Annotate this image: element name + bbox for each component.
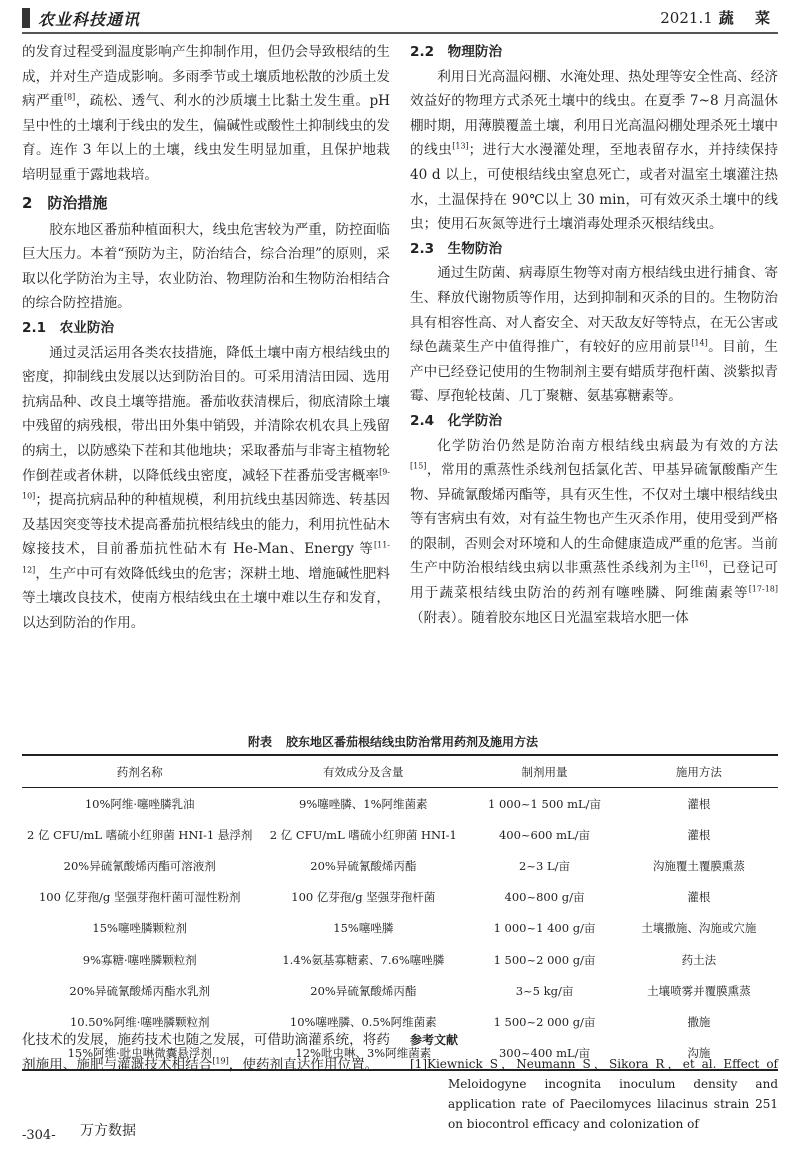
section-2-3-heading: 2.3 生物防治 xyxy=(410,240,503,257)
table-cell: 10%噻唑膦、0.5%阿维菌素 xyxy=(289,1014,437,1029)
table-cell: 20%异硫氰酸烯丙酯 xyxy=(310,858,417,873)
references-heading: 参考文献 xyxy=(410,1033,459,1047)
section-2-2-heading: 2.2 物理防治 xyxy=(410,44,503,60)
table-header-cell: 药剂名称 xyxy=(22,755,257,788)
table-cell: 撒施 xyxy=(687,1014,711,1029)
right-column xyxy=(410,40,778,630)
table-cell: 沟施覆土覆膜熏蒸 xyxy=(652,858,745,873)
table-cell: 9%噻唑膦、1%阿维菌素 xyxy=(299,796,428,811)
table-header-cell: 施用方法 xyxy=(620,755,778,788)
table-row xyxy=(22,788,778,820)
table-cell: 300~400 mL/亩 xyxy=(469,1038,620,1070)
section-2-3-paragraph: 通过生防菌、病毒原生物等对南方根结线虫进行捕食、寄生、释放代谢物质等作用，达到抑制和灭杀的目的。生物防治具有相容性高、对人畜安全、对天敌友好等特点，在无公害或绿色蔬菜生产中值得推广，有较好的应用前景[14]。目前，生产中已经登记使用的生物制剂主要有蜡质芽孢杆菌、淡紫拟青霉、厚孢轮枝菌、几丁聚糖、氨基寡糖素等。 xyxy=(410,265,779,405)
table-header-cell: 有效成分及含量 xyxy=(257,755,469,788)
table-cell: 400~600 mL/亩 xyxy=(498,827,591,842)
left-column xyxy=(22,40,390,636)
table-cell: 12%吡虫啉、3%阿维菌素 xyxy=(257,1038,469,1070)
header-bar xyxy=(22,8,30,28)
bottom-left-paragraph: 化技术的发展，施药技术也随之发展，可借助滴灌系统，将药剂施用、施肥与灌溉技术相结合[19]，使药剂直达作用位置。 xyxy=(22,1032,390,1073)
table-cell: 20%异硫氰酸烯丙酯水乳剂 xyxy=(69,983,210,998)
table-row xyxy=(22,882,778,913)
table-cell: 15%噻唑膦 xyxy=(333,921,394,936)
table-cell: 1.4%氨基寡糖素、7.6%噻唑膦 xyxy=(282,952,445,967)
watermark-text: 万方数据 xyxy=(80,1123,136,1139)
table-cell: 灌根 xyxy=(687,827,711,842)
section-2-paragraph: 胶东地区番茄种植面积大，线虫危害较为严重，防控面临巨大压力。本着“预防为主，防治结合，综合治理”的原则，采取以化学防治为主导，农业防治、物理防治和生物防治相结合的综合防控措施。 xyxy=(22,221,390,312)
table-row xyxy=(22,819,778,850)
references-section xyxy=(410,1030,778,1134)
table-cell: 土壤喷雾并覆膜熏蒸 xyxy=(647,983,751,998)
section-2-heading: 2 防治措施 xyxy=(22,193,108,212)
table-cell: 10%阿维·噻唑膦乳油 xyxy=(84,796,195,811)
table-cell: 1 000~1 400 g/亩 xyxy=(493,921,596,936)
table-cell: 3~5 kg/亩 xyxy=(515,983,574,998)
section-2-4-paragraph: 化学防治仍然是防治南方根结线虫病最为有效的方法[15]，常用的熏蒸性杀线剂包括氯化苦、甲基异硫氰酸酯产生物、异硫氰酸烯丙酯等，具有灭生性，不仅对土壤中根结线虫等有害病虫有效，对有益生物也产生灭杀作用，使用受到严格的限制，否则会对环境和人的生命健康造成严重的危害。当前生产中防治根结线虫病以非熏蒸性杀线剂为主[16]，已登记可用于蔬菜根结线虫防治的药剂有噻唑膦、阿维菌素等[17-18]（附表）。随着胶东地区日光温室栽培水肥一体 xyxy=(410,437,779,626)
table-cell: 15%噻唑膦颗粒剂 xyxy=(92,921,187,936)
journal-logo: 农业科技通讯 xyxy=(38,10,141,29)
section-2-4-heading: 2.4 化学防治 xyxy=(410,412,503,429)
table-cell: 100 亿芽孢/g 坚强芽孢杆菌 xyxy=(291,890,436,905)
table-caption-text: 胶东地区番茄根结线虫防治常用药剂及施用方法 xyxy=(286,735,539,749)
table-header-cell: 制剂用量 xyxy=(469,755,620,788)
table-cell: 1 500~2 000 g/亩 xyxy=(493,1014,596,1029)
table-header-row xyxy=(22,755,778,788)
table-caption xyxy=(0,733,800,750)
table-cell: 400~800 g/亩 xyxy=(504,890,585,905)
table-cell: 100 亿芽孢/g 坚强芽孢杆菌可湿性粉剂 xyxy=(38,890,241,905)
issue-section xyxy=(660,7,778,28)
table-cell: 土壤撒施、沟施或穴施 xyxy=(641,921,757,936)
table-row xyxy=(22,850,778,881)
page-number: -304- xyxy=(22,1128,56,1143)
section-name: 蔬 菜 xyxy=(718,9,778,27)
section-2-2-paragraph: 利用日光高温闷棚、水淹处理、热处理等安全性高、经济效益好的物理方式杀死土壤中的线虫。在夏季 7~8 月高温休棚时期，用薄膜覆盖土壤，利用日光高温闷棚处理杀死土壤中的线虫[13]；进行大水漫灌处理，至地表留存水，并持续保持 40 d 以上，可使根结线虫窒息死亡，或者对温室土壤灌注热水，土温保持在 90℃以上 30 min，可有效灭杀土壤中的线虫；使用石灰氮等进行土壤消毒处理杀灭根结线虫。 xyxy=(410,68,779,233)
table-cell: 1 000~1 500 mL/亩 xyxy=(487,796,602,811)
header-rule xyxy=(22,32,778,34)
table-cell: 20%异硫氰酸烯丙酯 xyxy=(310,983,417,998)
table-cell: 药土法 xyxy=(681,952,717,967)
table-row xyxy=(22,975,778,1006)
reference-item: [1]Kiewnick S，Neumann S，Sikora R，et al. Effect of Meloidogyne incognita inoculum density and application rate of Paecilomyces lilacinus strain 251 on biocontrol efficacy and colonization of xyxy=(410,1057,778,1131)
table-cell: 沟施 xyxy=(620,1038,778,1070)
table-row xyxy=(22,944,778,975)
table-row xyxy=(22,913,778,944)
pesticide-table xyxy=(22,754,778,1071)
table-cell: 1 500~2 000 g/亩 xyxy=(493,952,596,967)
table-cell: 灌根 xyxy=(687,890,711,905)
section-2-1-paragraph: 通过灵活运用各类农技措施，降低土壤中南方根结线虫的密度，抑制线虫发展以达到防治目的。可采用清洁田园、选用抗病品种、改良土壤等措施。番茄收获清棵后，彻底清除土壤中残留的病残根，带出田外集中销毁，并清除农机农具上残留的病土，以防感染下茬和其他地块；采取番茄与非寄主植物轮作倒茬或者休耕，以降低线虫密度，减轻下茬番茄受害概率[9-10]；提高抗病品种的种植规模，利用抗线虫基因筛选、转基因及基因突变等技术提高番茄抗根结线虫的能力，利用抗性砧木嫁接技术，目前番茄抗性砧木有 He-Man、Energy 等[11-12]，生产中可有效降低线虫的危害；深耕土地、增施碱性肥料等土壤改良技术，使南方根结线虫在土壤中难以生存和发育，以达到防治的作用。 xyxy=(22,344,390,632)
table-cell: 2 亿 CFU/mL 嗜硫小红卵菌 HNI-1 悬浮剂 xyxy=(27,827,253,842)
issue-number: 2021.1 xyxy=(660,9,713,27)
table-caption-label: 附表 xyxy=(247,735,272,749)
intro-paragraph: 的发育过程受到温度影响产生抑制作用，但仍会导致根结的生成，并对生产造成影响。多雨季节或土壤质地松散的沙质土发病严重[8]，疏松、透气、利水的沙质壤土比黏土发生重。pH 呈中性的土壤利于线虫的发生，偏碱性或酸性土抑制线虫的发育。连作 3 年以上的土壤，线虫发生明显加重，且保护地栽培明显重于露地栽培。 xyxy=(22,44,390,183)
table-cell: 15%阿维·吡虫啉微囊悬浮剂 xyxy=(22,1038,257,1070)
table-cell: 灌根 xyxy=(687,796,711,811)
table-cell: 10.50%阿维·噻唑膦颗粒剂 xyxy=(69,1014,210,1029)
table-cell: 20%异硫氰酸烯丙酯可溶液剂 xyxy=(63,858,216,873)
table-cell: 2~3 L/亩 xyxy=(519,858,570,873)
table-cell: 9%寡糖·噻唑膦颗粒剂 xyxy=(82,952,197,967)
section-2-1-heading: 2.1 农业防治 xyxy=(22,319,115,336)
page-header xyxy=(0,0,800,30)
table-cell: 2 亿 CFU/mL 嗜硫小红卵菌 HNI-1 xyxy=(269,827,457,842)
